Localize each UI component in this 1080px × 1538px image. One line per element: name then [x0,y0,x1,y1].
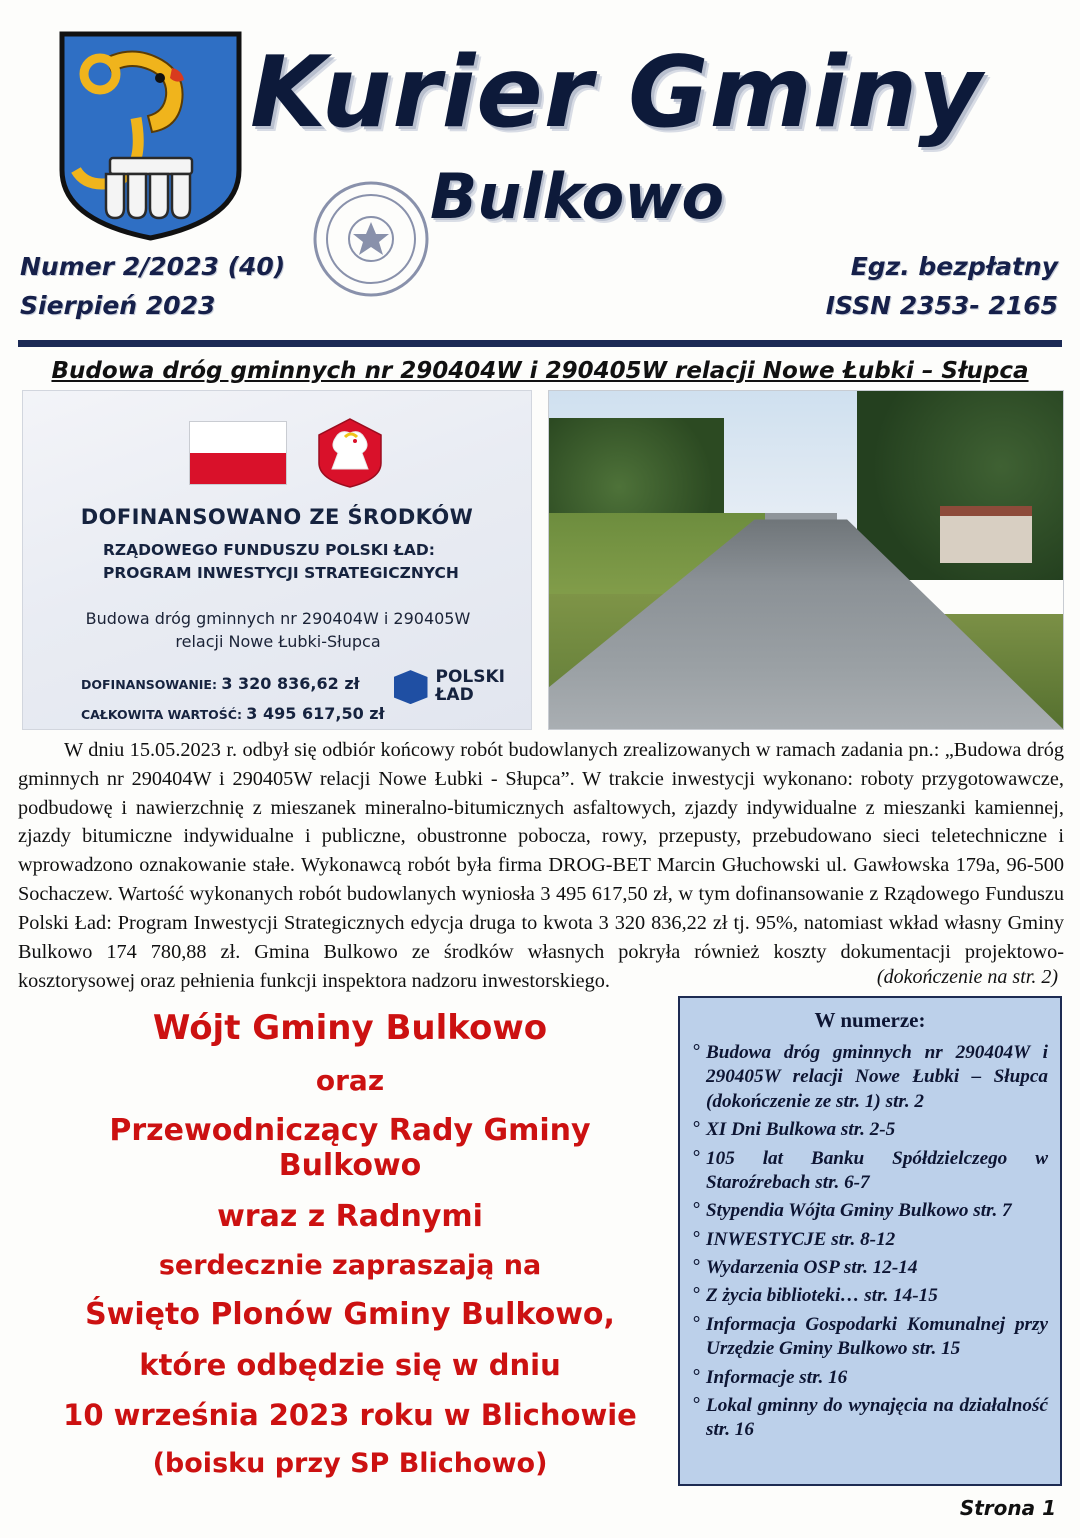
article-continued-note: (dokończenie na str. 2) [876,966,1058,988]
article-headline: Budowa dróg gminnych nr 290404W i 290405W relacji Nowe Łubki – Słupca [51,358,1029,384]
invitation-line-4: wraz z Radnymi [217,1199,483,1234]
plaque-amounts [81,669,385,728]
photo-house [940,506,1033,563]
plaque-program-line1: RZĄDOWEGO FUNDUSZU POLSKI ŁAD: [103,541,435,559]
plaque-program-line2: PROGRAM INWESTYCJI STRATEGICZNYCH [103,564,459,583]
plaque-funding-label: DOFINANSOWANIE: [81,677,217,692]
polish-eagle-icon [315,417,385,489]
plaque-program [103,539,503,586]
article-body: W dniu 15.05.2023 r. odbył się odbiór końcowy robót budowlanych zrealizowanych w ramach zadania pn.: „Budowa dróg gminnych nr 290404W i 290405W relacji Nowe Łubki - Słupca”. W trakcie inwestycji wykonano: roboty przygotowawcze, podbudowę i nawierzchnię z mieszanek mineralno-bitumicznych asfaltowych, zjazdy indywidualne z mieszanki kamiennej, zjazdy bitumiczne indywidualne i publiczne, obustronne pobocza, rowy, przepusty, przebudowano sieci teletechniczne i wprowadzono oznakowanie stałe. Wykonawcą robót była firma DROG-BET Marcin Głuchowski ul. Gawłowska 179a, 96-500 Sochaczew. Wartość wykonanych robót budowlanych wyniosła 3 495 617,50 zł, w tym dofinansowanie z Rządowego Funduszu Polski Ład: Program Inwestycji Strategicznych edycja druga to kwota 3 320 836,22 zł tj. 95%, natomiast wkład własny Gminy Bulkowo 174 780,88 zł. Gmina Bulkowo ze środków własnych pokryła również koszty dokumentacji projektowo-kosztorysowej oraz pełnienia funkcji inspektora nadzoru inwestorskiego. [18,739,1064,992]
invitation-line-8: 10 września 2023 roku w Blichowie [63,1398,637,1432]
official-stamp-icon [310,178,432,300]
toc-item[interactable]: ° Wydarzenia OSP str. 12-14 [692,1256,1048,1280]
invitation-line-5: serdecznie zapraszają na [158,1250,542,1281]
issue-info-right [826,248,1058,326]
invitation-line-1: Wójt Gminy Bulkowo [152,1008,548,1048]
funding-plaque [22,390,532,730]
toc-item[interactable]: ° 105 lat Banku Spółdzielczego w Staroźrebach str. 6-7 [692,1147,1048,1196]
invitation-block [40,1008,660,1495]
plaque-task-line2: relacji Nowe Łubki-Słupca [175,632,381,652]
issue-number: Numer 2/2023 (40) [20,252,286,281]
polski-lad-logo [394,669,506,705]
invitation-line-6: Święto Plonów Gminy Bulkowo, [85,1297,615,1332]
page-number: Strona 1 [959,1496,1056,1520]
plaque-funding-value: 3 320 836,62 zł [221,674,360,693]
toc-title: W numerze: [814,1008,926,1032]
newspaper-subtitle: Bulkowo [430,160,725,233]
polish-flag-icon [189,421,287,485]
road-photo [548,390,1064,730]
plaque-total-value: 3 495 617,50 zł [246,703,385,723]
free-copy-label: Egz. bezpłatny [850,252,1058,281]
plaque-total-label: CAŁKOWITA WARTOŚĆ: [81,706,242,722]
toc-item[interactable]: ° Informacja Gospodarki Komunalnej przy Urzędzie Gminy Bulkowo str. 15 [692,1313,1048,1362]
polski-lad-mark-icon [394,670,428,704]
toc-item[interactable]: ° INWESTYCJE str. 8-12 [692,1228,1048,1252]
issue-date: Sierpień 2023 [20,290,216,320]
plaque-task-line1: Budowa dróg gminnych nr 290404W i 290405W [85,609,471,628]
issn-label: ISSN 2353- 2165 [825,290,1058,320]
masthead [0,0,1080,330]
toc-item[interactable]: ° Informacje str. 16 [692,1366,1048,1390]
issue-info-left [20,248,285,326]
invitation-line-2: oraz [315,1064,385,1097]
coat-of-arms-icon [58,30,243,242]
plaque-task [63,607,493,653]
polski-lad-line2: ŁAD [435,685,474,706]
invitation-line-7: które odbędzie się w dniu [139,1348,561,1382]
invitation-line-3: Przewodniczący Rady Gminy Bulkowo [109,1113,591,1183]
toc-item[interactable]: ° Budowa dróg gminnych nr 290404W i 290405W relacji Nowe Łubki – Słupca (dokończenie ze str. 1) str. 2 [692,1041,1048,1114]
newspaper-title: Kurier Gminy [250,36,983,150]
plaque-total-row [81,699,385,729]
invitation-line-9: (boisku przy SP Blichowo) [152,1448,548,1479]
toc-item[interactable]: ° Lokal gminny do wynajęcia na działalność str. 16 [692,1394,1048,1443]
plaque-funding-row [81,669,385,699]
toc-item[interactable]: ° Stypendia Wójta Gminy Bulkowo str. 7 [692,1199,1048,1223]
toc-item[interactable]: ° Z życia biblioteki… str. 14-15 [692,1284,1048,1308]
header-divider [18,340,1062,347]
polski-lad-line1: POLSKI [435,667,505,688]
table-of-contents [678,996,1062,1486]
toc-list [692,1041,1048,1443]
plaque-heading: DOFINANSOWANO ZE ŚRODKÓW [80,505,474,529]
toc-item[interactable]: ° XI Dni Bulkowa str. 2-5 [692,1118,1048,1142]
